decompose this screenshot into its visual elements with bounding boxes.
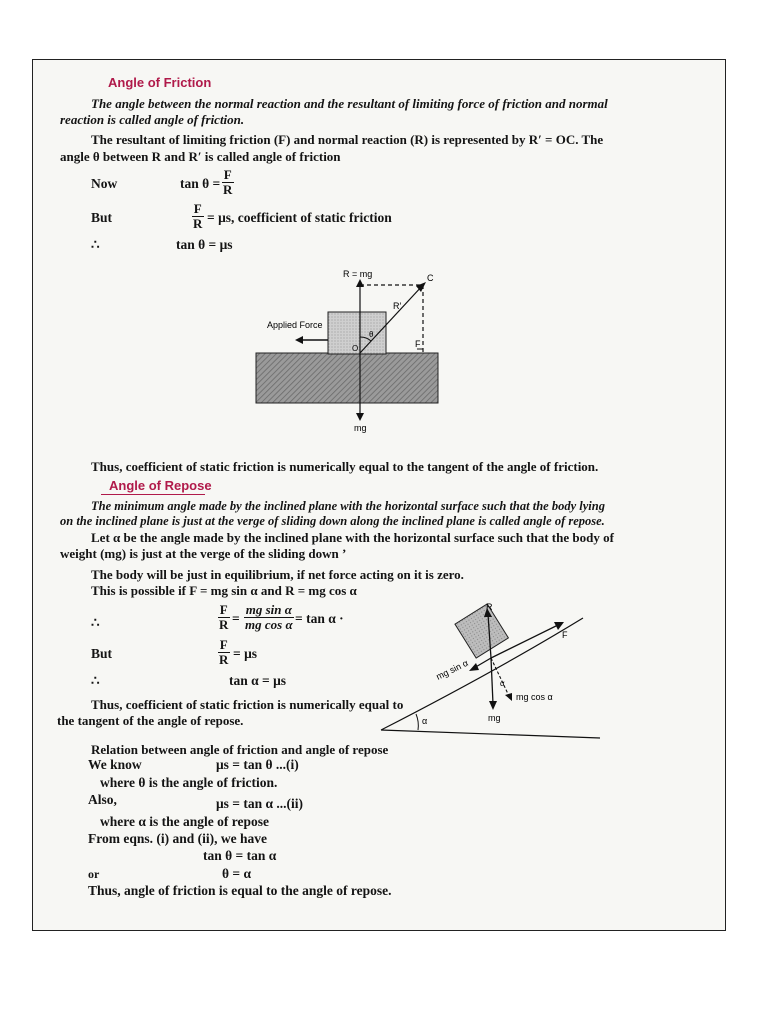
- heading-angle-of-repose: Angle of Repose: [109, 478, 212, 493]
- repose-let-line2: weight (mg) is just at the verge of the sliding down ’: [60, 546, 347, 561]
- eq-ii: μs = tan α ...(ii): [216, 796, 304, 811]
- fraction-mgsin-over-mgcos: $\frac{\text{mg sin α}}{\text{mg cos α}}$: [245, 602, 293, 632]
- friction-def-line2: reaction is called angle of friction.: [60, 112, 245, 127]
- label-F: F: [415, 339, 421, 349]
- fraction-F-over-R-4: $\frac{F}{R}$: [219, 637, 229, 667]
- friction-res-line1: The resultant of limiting friction (F) and normal reaction (R) is represented by R′ = OC. The: [91, 132, 604, 147]
- eq-theta-alpha: θ = α: [222, 866, 252, 881]
- repose-conclusion-2: the tangent of the angle of repose.: [57, 713, 244, 728]
- but-label: But: [91, 210, 113, 225]
- label-mgsin: mg sin α: [434, 657, 470, 682]
- or-label: or: [88, 867, 100, 881]
- where-alpha: where α is the angle of repose: [100, 814, 270, 829]
- we-know: We know: [88, 757, 142, 772]
- eq-tan-equal: tan θ = tan α: [203, 848, 277, 863]
- heading-relation: Relation between angle of friction and angle of repose: [91, 742, 389, 757]
- horizontal-surface: [381, 730, 600, 738]
- therefore-symbol-2: ∴: [91, 615, 100, 630]
- label-applied-force: Applied Force: [267, 320, 323, 330]
- fraction-F-over-R: $\frac{F}{R}$: [223, 167, 233, 197]
- repose-eq-line1: The body will be just in equilibrium, if net force acting on it is zero.: [91, 567, 464, 582]
- eq-mu-s: = μs: [233, 646, 257, 661]
- final-statement: Thus, angle of friction is equal to the angle of repose.: [88, 883, 392, 898]
- therefore-symbol: ∴: [91, 237, 100, 252]
- label-theta: θ: [369, 330, 374, 339]
- therefore-symbol-3: ∴: [91, 673, 100, 688]
- weight-arrow-mg: [491, 658, 493, 704]
- page-frame: Angle of Friction The angle between the normal reaction and the resultant of limiting force of friction and normal reaction is called angle of friction. The resultant of limiting friction (F) and normal reaction (R) is represented by R′ = OC. The angle θ between R and R′ is called angle of friction Now tan θ = $\frac{F}{R}$ But $\frac{F}{R}$ = μs, coefficient of static friction ∴ tan θ = μs R = mg C R′ θ Applied Force O F mg Thus, coefficient of static friction is numerically equal to the tangent of the angle of friction. Angle of Repose The minimum angle made by the inclined plane with the horizontal surface such that the body lying on the inclined plane is just at the verge of sliding down along the inclined plane is called angle of repose. Let α be the angle made by the inclined plane with the horizontal surface such that the body of weight (mg) is just at the verge of the sliding down ’ The body will be just in equilibrium, if net force acting on it is zero. This is possible if F = mg sin α and R = mg cos α ∴ $\frac{F}{R}$ = $\frac{\text{mg sin α}}{\text{mg cos α}}$ = tan α · But $\frac{F}{R}$ = μs ∴ tan α = μs Thus, coefficient of static friction is numerically equal to the tangent of the angle of repose. R F mg sin α α mg cos α mg α Relation between angle of friction and angle of repose We know μs = tan θ ...(i) where θ is the angle of friction. Also, μs = tan α ...(ii) where α is the angle of repose From eqns. (i) and (ii), we have tan θ = tan α or θ = α Thus, angle of friction is equal to the angle of repose.: [32, 59, 726, 931]
- label-mg: mg: [354, 423, 367, 433]
- repose-def-line1: The minimum angle made by the inclined plane with the horizontal surface such that the body lying: [91, 499, 605, 513]
- label-F-2: F: [562, 630, 568, 640]
- heading-underline: [101, 494, 205, 495]
- eq-tan-alpha: = tan α ·: [295, 611, 344, 626]
- label-R-prime: R′: [393, 301, 402, 311]
- from-eqns: From eqns. (i) and (ii), we have: [88, 831, 267, 846]
- also-label: Also,: [88, 792, 117, 807]
- now-label: Now: [91, 176, 118, 191]
- heading-angle-of-friction: Angle of Friction: [108, 75, 212, 90]
- where-theta: where θ is the angle of friction.: [100, 775, 278, 790]
- fraction-F-over-R-3: $\frac{F}{R}$: [219, 602, 229, 632]
- friction-diagram: [223, 265, 453, 435]
- mu-s-definition: = μs, coefficient of static friction: [207, 210, 392, 225]
- repose-conclusion-1: Thus, coefficient of static friction is numerically equal to: [91, 697, 404, 712]
- label-mgcos: mg cos α: [516, 692, 553, 702]
- label-mg-2: mg: [488, 713, 501, 723]
- repose-eq-line2: This is possible if F = mg sin α and R = mg cos α: [91, 583, 357, 598]
- friction-conclusion: Thus, coefficient of static friction is numerically equal to the tangent of the angle of friction.: [91, 459, 599, 474]
- label-R-mg: R = mg: [343, 269, 373, 279]
- label-alpha-inner: α: [500, 679, 505, 688]
- ground-surface: [256, 353, 438, 403]
- tan-theta-eq: tan θ =: [180, 176, 221, 191]
- eq-i: μs = tan θ ...(i): [216, 757, 299, 772]
- label-R-2: R: [486, 602, 493, 612]
- mgcos-arrow: [491, 658, 509, 696]
- friction-res-line2: angle θ between R and R′ is called angle of friction: [60, 149, 341, 164]
- but-label-2: But: [91, 646, 113, 661]
- tan-theta-mu: tan θ = μs: [176, 237, 233, 252]
- label-O: O: [352, 344, 359, 353]
- block-on-incline: [455, 604, 508, 658]
- fraction-F-over-R-2: $\frac{F}{R}$: [193, 201, 203, 231]
- inclined-plane-diagram: [378, 600, 628, 750]
- label-alpha: α: [422, 716, 428, 726]
- friction-def-line1: The angle between the normal reaction and the resultant of limiting force of friction and normal: [91, 96, 608, 111]
- tan-alpha-mu: tan α = μs: [229, 673, 287, 688]
- repose-def-line2: on the inclined plane is just at the verge of sliding down along the inclined plane is called angle of repose.: [60, 514, 605, 528]
- label-C: C: [427, 273, 434, 283]
- repose-let-line1: Let α be the angle made by the inclined plane with the horizontal surface such that the body of: [91, 530, 614, 545]
